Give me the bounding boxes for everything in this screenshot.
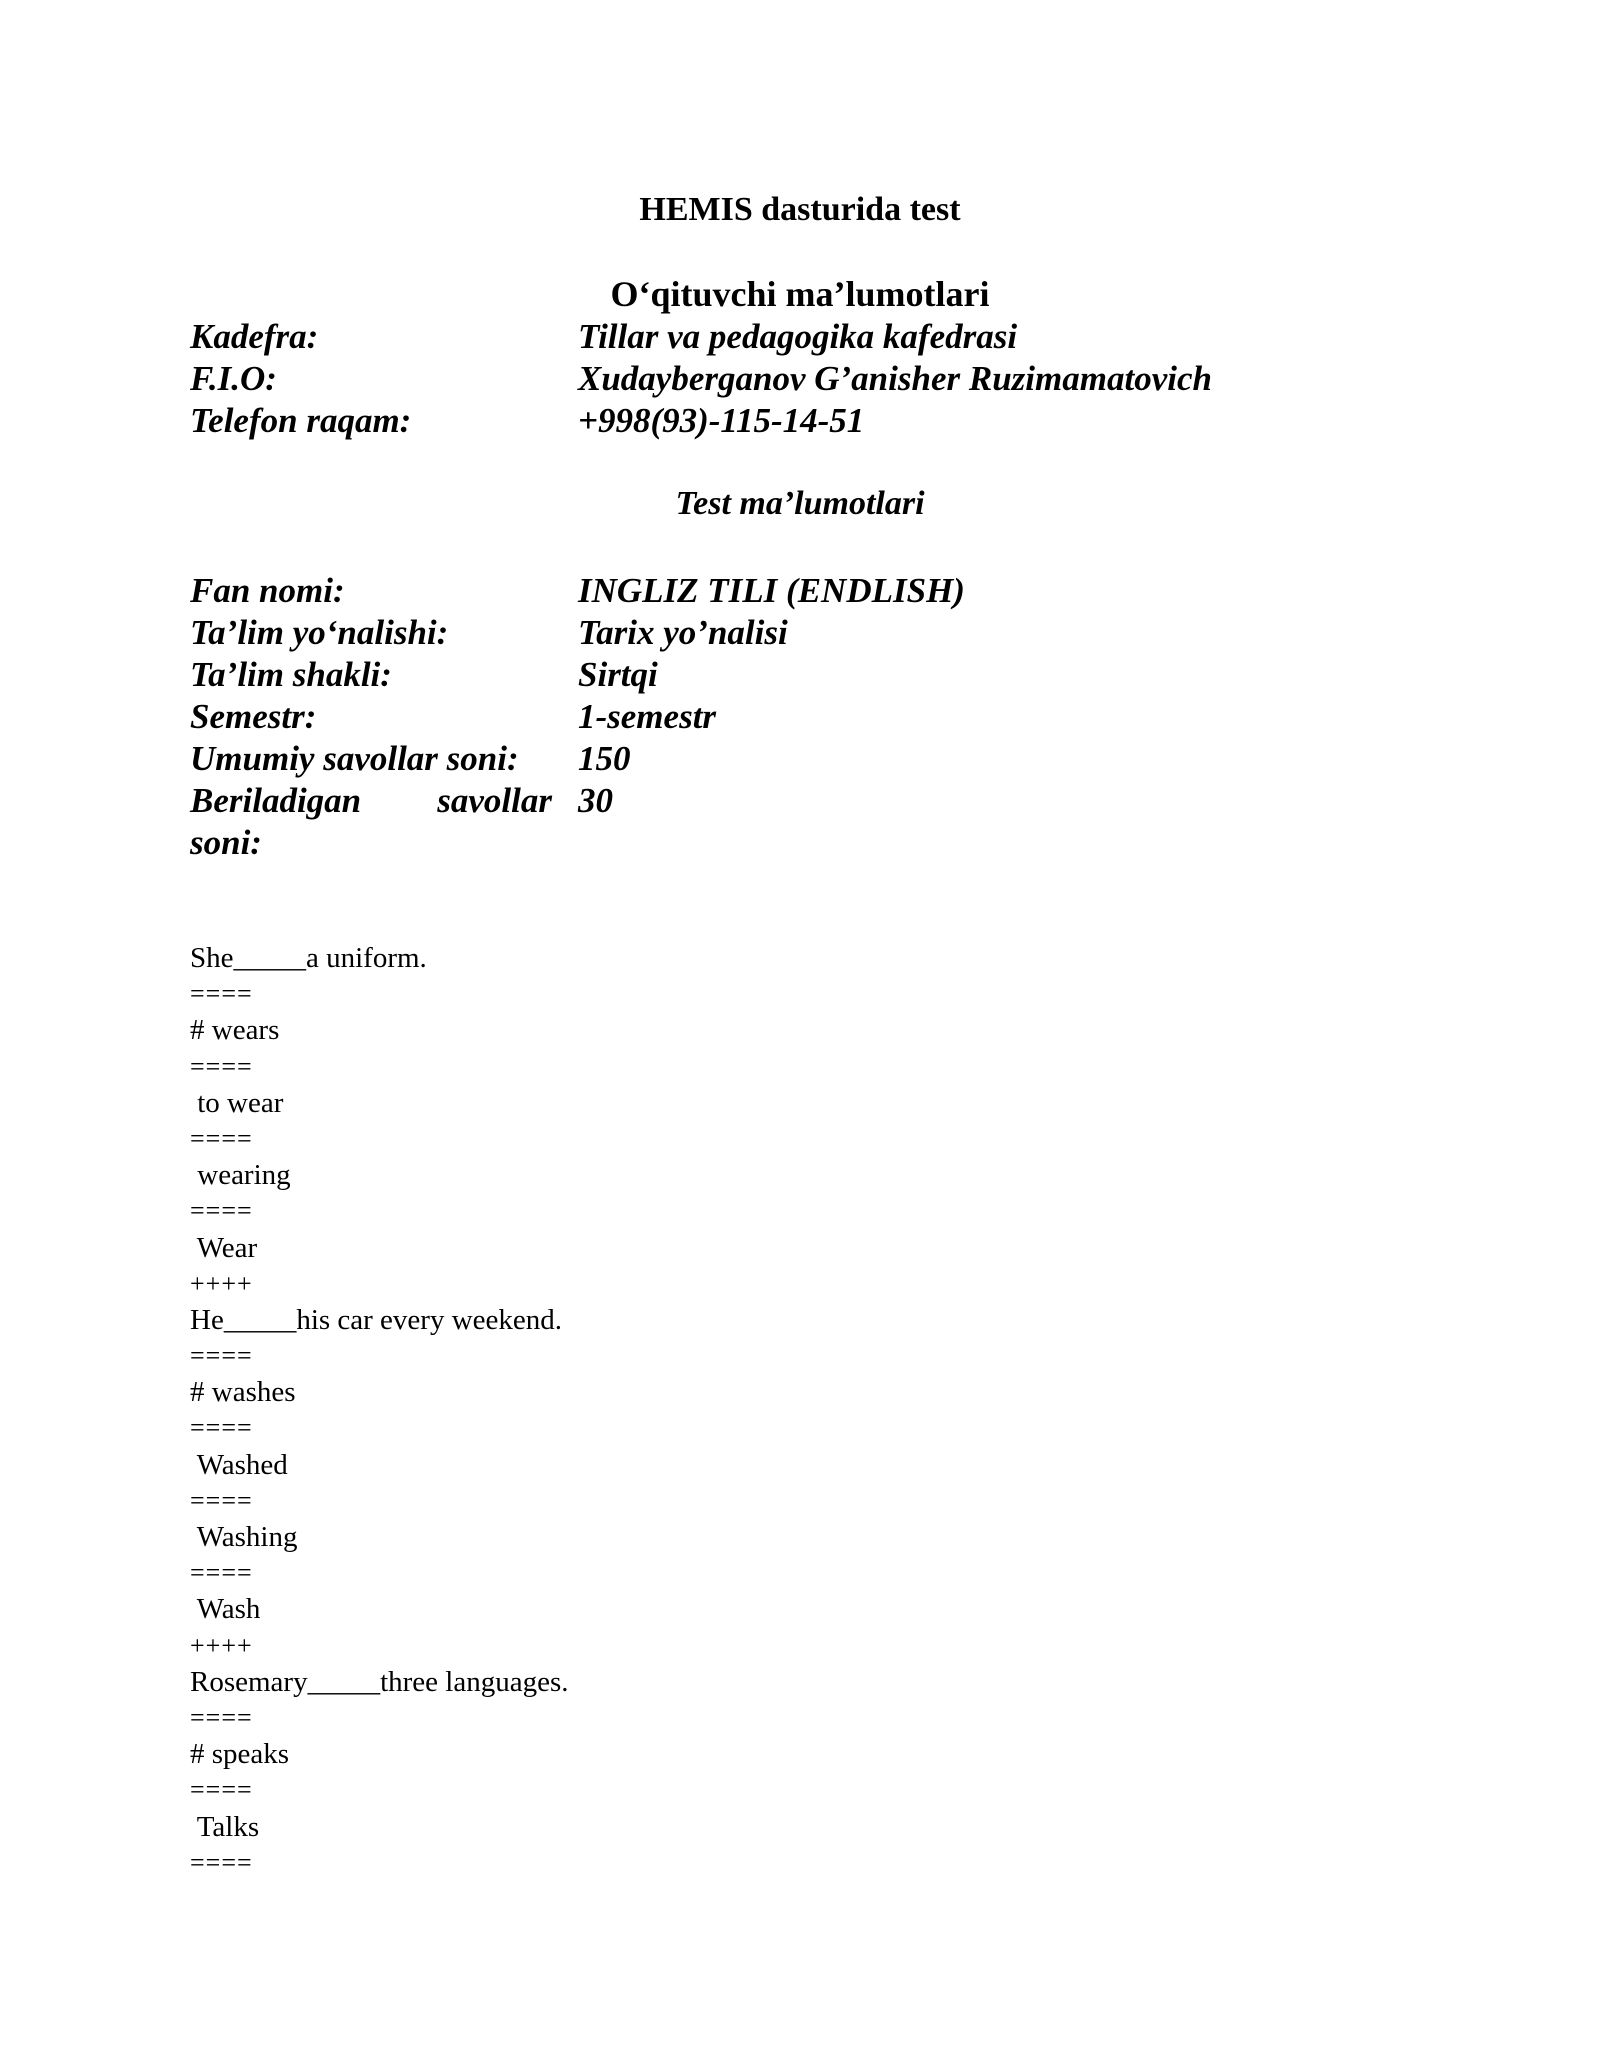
separator-line: ====: [190, 1413, 253, 1443]
separator-line: ====: [190, 1341, 253, 1371]
question-line: Wear: [190, 1231, 258, 1264]
separator-line: ====: [190, 1558, 253, 1588]
teacher-info-row: [190, 400, 1450, 442]
test-info-row: [190, 654, 1450, 696]
question-line: # speaks: [190, 1738, 290, 1771]
separator-line: ++++: [190, 1630, 253, 1660]
test-info-row: [190, 780, 1450, 864]
page-title: HEMIS dasturida test: [639, 191, 961, 228]
question-line: # wears: [190, 1014, 280, 1047]
question-line: Washed: [190, 1448, 288, 1481]
question-line: Rosemary_____three languages.: [190, 1665, 569, 1698]
teacher-info-row: [190, 358, 1450, 400]
info-value: 150: [578, 739, 631, 778]
info-value: Xudayberganov G’anisher Ruzimamatovich: [578, 359, 1212, 398]
teacher-info-row: [190, 316, 1450, 358]
info-value: Tarix yo’nalisi: [578, 613, 788, 652]
info-value: 1-semestr: [578, 697, 717, 736]
question-list: [190, 940, 1390, 1881]
info-value: Tillar va pedagogika kafedrasi: [578, 317, 1018, 356]
teacher-section-title: O‘qituvchi ma’lumotlari: [610, 274, 990, 314]
info-label: Ta’lim yo‘nalishi:: [190, 613, 449, 652]
separator-line: ====: [190, 1196, 253, 1226]
test-info-row: [190, 738, 1450, 780]
test-info-row: [190, 696, 1450, 738]
info-label: Fan nomi:: [190, 571, 345, 610]
test-info-row: [190, 570, 1450, 612]
info-value: Sirtqi: [578, 655, 658, 694]
question-line: Talks: [190, 1810, 260, 1843]
info-value: 30: [578, 781, 613, 820]
separator-line: ====: [190, 1775, 253, 1805]
info-label: Ta’lim shakli:: [190, 655, 392, 694]
separator-line: ====: [190, 979, 253, 1009]
question-line: # washes: [190, 1376, 296, 1409]
question-line: to wear: [190, 1086, 284, 1119]
question-line: He_____his car every weekend.: [190, 1303, 563, 1336]
teacher-info-table: [190, 316, 1450, 442]
info-label: [190, 780, 552, 864]
separator-line: ====: [190, 1485, 253, 1515]
info-label: Semestr:: [190, 697, 317, 736]
info-value: +998(93)-115-14-51: [578, 401, 865, 440]
test-info-row: [190, 612, 1450, 654]
info-label-line: Beriladigan savollar: [190, 781, 552, 820]
test-info-table: [190, 570, 1450, 864]
question-line: Washing: [190, 1521, 298, 1553]
info-label-line: soni:: [190, 823, 262, 862]
question-line: Wash: [190, 1593, 261, 1626]
separator-line: ====: [190, 1051, 253, 1081]
info-label: F.I.O:: [190, 359, 277, 398]
info-label: Umumiy savollar soni:: [190, 739, 519, 778]
question-line: wearing: [190, 1159, 291, 1192]
info-label: Telefon raqam:: [190, 401, 412, 440]
separator-line: ++++: [190, 1268, 253, 1298]
question-line: She_____a uniform.: [190, 942, 427, 974]
info-label: Kadefra:: [190, 317, 319, 356]
separator-line: ====: [190, 1702, 253, 1732]
separator-line: ====: [190, 1847, 253, 1877]
separator-line: ====: [190, 1123, 253, 1153]
info-value: INGLIZ TILI (ENDLISH): [578, 571, 965, 610]
test-section-title: Test ma’lumotlari: [675, 485, 925, 522]
